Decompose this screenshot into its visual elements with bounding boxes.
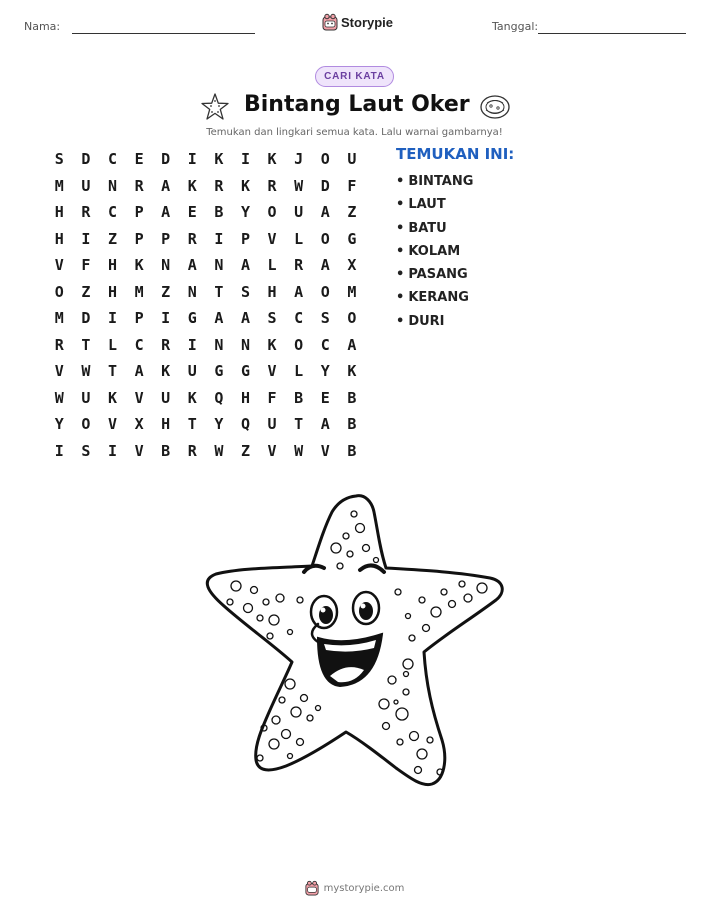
grid-cell[interactable]: P <box>161 229 171 248</box>
grid-cell[interactable]: A <box>240 256 250 275</box>
grid-cell[interactable]: W <box>81 362 91 381</box>
word-list-item <box>396 170 473 193</box>
grid-cell[interactable]: P <box>134 203 144 222</box>
word-text: BINTANG <box>408 174 474 189</box>
grid-cell[interactable]: V <box>54 362 64 381</box>
grid-cell[interactable]: L <box>294 362 304 381</box>
grid-cell[interactable]: W <box>214 441 224 460</box>
grid-cell[interactable]: B <box>347 441 357 460</box>
bullet: • <box>396 290 405 306</box>
grid-cell[interactable]: K <box>267 150 277 169</box>
grid-cell[interactable]: K <box>214 150 224 169</box>
grid-cell[interactable]: T <box>81 335 91 354</box>
grid-cell[interactable]: U <box>294 203 304 222</box>
grid-cell[interactable]: B <box>214 203 224 222</box>
grid-cell[interactable]: N <box>240 335 250 354</box>
grid-cell[interactable]: O <box>267 203 277 222</box>
grid-cell[interactable]: E <box>187 203 197 222</box>
grid-cell[interactable]: C <box>320 335 330 354</box>
grid-cell[interactable]: T <box>107 362 117 381</box>
grid-cell[interactable]: S <box>54 150 64 169</box>
grid-cell[interactable]: K <box>187 176 197 195</box>
grid-cell[interactable]: U <box>187 362 197 381</box>
grid-cell[interactable]: V <box>267 229 277 248</box>
grid-cell[interactable]: Z <box>240 441 250 460</box>
grid-cell[interactable]: Z <box>81 282 91 301</box>
grid-cell[interactable]: W <box>294 441 304 460</box>
grid-cell[interactable]: S <box>320 309 330 328</box>
grid-cell[interactable]: G <box>347 229 357 248</box>
grid-cell[interactable]: I <box>187 150 197 169</box>
title-row <box>0 90 709 124</box>
grid-cell[interactable]: K <box>347 362 357 381</box>
date-line[interactable] <box>538 33 686 34</box>
grid-cell[interactable]: H <box>161 415 171 434</box>
grid-cell[interactable]: N <box>214 335 224 354</box>
grid-cell[interactable]: A <box>187 256 197 275</box>
grid-cell[interactable]: P <box>240 229 250 248</box>
grid-cell[interactable]: M <box>54 309 64 328</box>
grid-cell[interactable]: H <box>54 203 64 222</box>
grid-cell[interactable]: A <box>320 203 330 222</box>
word-text: LAUT <box>408 197 446 213</box>
storypie-logo-icon <box>305 880 319 896</box>
grid-cell[interactable]: D <box>161 150 171 169</box>
word-text: PASANG <box>408 267 468 283</box>
grid-cell[interactable]: F <box>267 388 277 407</box>
date-label: Tanggal: <box>492 20 539 33</box>
grid-cell[interactable]: R <box>294 256 304 275</box>
grid-cell[interactable]: U <box>267 415 277 434</box>
grid-cell[interactable]: Q <box>240 415 250 434</box>
grid-cell[interactable]: U <box>347 150 357 169</box>
grid-cell[interactable]: O <box>81 415 91 434</box>
grid-cell[interactable]: T <box>214 282 224 301</box>
footer-url[interactable]: mystorypie.com <box>323 882 405 894</box>
grid-cell[interactable]: I <box>54 441 64 460</box>
word-list-item <box>396 193 473 216</box>
bullet: • <box>396 313 405 329</box>
grid-cell[interactable]: O <box>320 282 330 301</box>
word-list-title: TEMUKAN INI: <box>396 145 515 163</box>
grid-cell[interactable]: V <box>107 415 117 434</box>
grid-cell[interactable]: G <box>187 309 197 328</box>
grid-cell[interactable]: B <box>294 388 304 407</box>
grid-cell[interactable]: A <box>294 282 304 301</box>
grid-cell[interactable]: Z <box>107 229 117 248</box>
grid-cell[interactable]: K <box>134 256 144 275</box>
grid-cell[interactable]: D <box>320 176 330 195</box>
grid-cell[interactable]: K <box>240 176 250 195</box>
name-line[interactable] <box>72 33 255 34</box>
grid-cell[interactable]: H <box>240 388 250 407</box>
grid-cell[interactable]: H <box>267 282 277 301</box>
grid-cell[interactable]: V <box>320 441 330 460</box>
grid-cell[interactable]: V <box>267 441 277 460</box>
grid-cell[interactable]: P <box>134 309 144 328</box>
grid-cell[interactable]: N <box>214 256 224 275</box>
word-list <box>396 170 473 333</box>
bullet: • <box>396 174 405 189</box>
word-list-item <box>396 217 473 240</box>
grid-cell[interactable]: P <box>134 229 144 248</box>
word-text: DURI <box>408 313 445 329</box>
grid-cell[interactable]: R <box>267 176 277 195</box>
grid-cell[interactable]: I <box>81 229 91 248</box>
grid-cell[interactable]: T <box>294 415 304 434</box>
grid-cell[interactable]: G <box>214 362 224 381</box>
grid-cell[interactable]: I <box>107 441 117 460</box>
grid-cell[interactable]: U <box>161 388 171 407</box>
grid-cell[interactable]: A <box>320 256 330 275</box>
grid-cell[interactable]: V <box>134 388 144 407</box>
word-list-item <box>396 240 473 263</box>
grid-cell[interactable]: R <box>214 176 224 195</box>
grid-cell[interactable]: A <box>134 362 144 381</box>
grid-cell[interactable]: V <box>267 362 277 381</box>
word-text: BATU <box>408 220 447 236</box>
grid-cell[interactable]: R <box>81 203 91 222</box>
instructions: Temukan dan lingkari semua kata. Lalu warnai gambarnya! <box>206 127 503 138</box>
grid-cell[interactable]: B <box>161 441 171 460</box>
grid-cell[interactable]: C <box>107 203 117 222</box>
grid-cell[interactable]: K <box>107 388 117 407</box>
grid-cell[interactable]: O <box>347 309 357 328</box>
grid-cell[interactable]: L <box>294 229 304 248</box>
grid-cell[interactable]: R <box>54 335 64 354</box>
grid-cell[interactable]: D <box>81 150 91 169</box>
grid-cell[interactable]: I <box>107 309 117 328</box>
bullet: • <box>396 220 405 236</box>
grid-cell[interactable]: A <box>347 335 357 354</box>
page-title: Bintang Laut Oker <box>244 92 470 117</box>
grid-cell[interactable]: U <box>81 388 91 407</box>
grid-cell[interactable]: A <box>240 309 250 328</box>
grid-cell[interactable]: A <box>320 415 330 434</box>
grid-cell[interactable]: O <box>54 282 64 301</box>
word-text: KERANG <box>408 290 469 306</box>
grid-cell[interactable]: L <box>267 256 277 275</box>
grid-cell[interactable]: F <box>81 256 91 275</box>
grid-cell[interactable]: B <box>347 415 357 434</box>
word-search-grid[interactable] <box>46 146 365 464</box>
grid-cell[interactable]: Z <box>347 203 357 222</box>
grid-cell[interactable]: O <box>294 335 304 354</box>
grid-cell[interactable]: S <box>267 309 277 328</box>
grid-cell[interactable]: F <box>347 176 357 195</box>
grid-cell[interactable]: I <box>187 335 197 354</box>
activity-badge: CARI KATA <box>315 66 394 87</box>
grid-cell[interactable]: V <box>134 441 144 460</box>
grid-cell[interactable]: I <box>240 150 250 169</box>
grid-cell[interactable]: A <box>161 176 171 195</box>
grid-cell[interactable]: I <box>161 309 171 328</box>
grid-cell[interactable]: C <box>134 335 144 354</box>
grid-cell[interactable]: O <box>320 229 330 248</box>
grid-cell[interactable]: X <box>134 415 144 434</box>
grid-cell[interactable]: K <box>267 335 277 354</box>
grid-cell[interactable]: H <box>107 282 117 301</box>
grid-cell[interactable]: S <box>240 282 250 301</box>
shell-icon <box>479 93 511 121</box>
starfish-icon <box>200 92 230 122</box>
grid-cell[interactable]: Q <box>214 388 224 407</box>
grid-cell[interactable]: G <box>240 362 250 381</box>
grid-cell[interactable]: N <box>161 256 171 275</box>
grid-cell[interactable]: B <box>347 388 357 407</box>
starfish-illustration[interactable] <box>200 488 510 793</box>
grid-cell[interactable]: E <box>134 150 144 169</box>
grid-cell[interactable]: N <box>107 176 117 195</box>
grid-cell[interactable]: A <box>214 309 224 328</box>
grid-cell[interactable]: Z <box>161 282 171 301</box>
grid-cell[interactable]: M <box>347 282 357 301</box>
grid-cell[interactable]: M <box>54 176 64 195</box>
grid-cell[interactable]: R <box>134 176 144 195</box>
grid-cell[interactable]: I <box>214 229 224 248</box>
footer <box>0 880 709 896</box>
grid-cell[interactable]: W <box>294 176 304 195</box>
grid-cell[interactable]: T <box>187 415 197 434</box>
bullet: • <box>396 243 405 259</box>
word-text: KOLAM <box>408 243 461 259</box>
grid-cell[interactable]: D <box>81 309 91 328</box>
grid-cell[interactable]: J <box>294 150 304 169</box>
word-list-item <box>396 263 473 286</box>
storypie-logo-icon <box>322 13 338 31</box>
grid-cell[interactable]: R <box>187 229 197 248</box>
grid-cell[interactable]: C <box>107 150 117 169</box>
grid-cell[interactable]: S <box>81 441 91 460</box>
grid-cell[interactable]: M <box>134 282 144 301</box>
grid-cell[interactable]: R <box>161 335 171 354</box>
grid-cell[interactable]: H <box>107 256 117 275</box>
grid-cell[interactable]: H <box>54 229 64 248</box>
grid-cell[interactable]: C <box>294 309 304 328</box>
bullet: • <box>396 197 405 213</box>
grid-cell[interactable]: N <box>187 282 197 301</box>
grid-cell[interactable]: K <box>161 362 171 381</box>
grid-cell[interactable]: V <box>54 256 64 275</box>
grid-cell[interactable]: Y <box>240 203 250 222</box>
word-list-item <box>396 286 473 309</box>
grid-cell[interactable]: Y <box>54 415 64 434</box>
name-label: Nama: <box>24 20 61 33</box>
word-list-item <box>396 310 473 333</box>
grid-cell[interactable]: L <box>107 335 117 354</box>
grid-cell[interactable]: O <box>320 150 330 169</box>
grid-cell[interactable]: Y <box>214 415 224 434</box>
brand <box>322 13 393 31</box>
bullet: • <box>396 267 405 283</box>
grid-cell[interactable]: Y <box>320 362 330 381</box>
grid-cell[interactable]: A <box>161 203 171 222</box>
grid-cell[interactable]: W <box>54 388 64 407</box>
grid-cell[interactable]: U <box>81 176 91 195</box>
grid-cell[interactable]: E <box>320 388 330 407</box>
brand-name: Storypie <box>341 14 394 30</box>
grid-cell[interactable]: X <box>347 256 357 275</box>
grid-cell[interactable]: R <box>187 441 197 460</box>
grid-cell[interactable]: K <box>187 388 197 407</box>
